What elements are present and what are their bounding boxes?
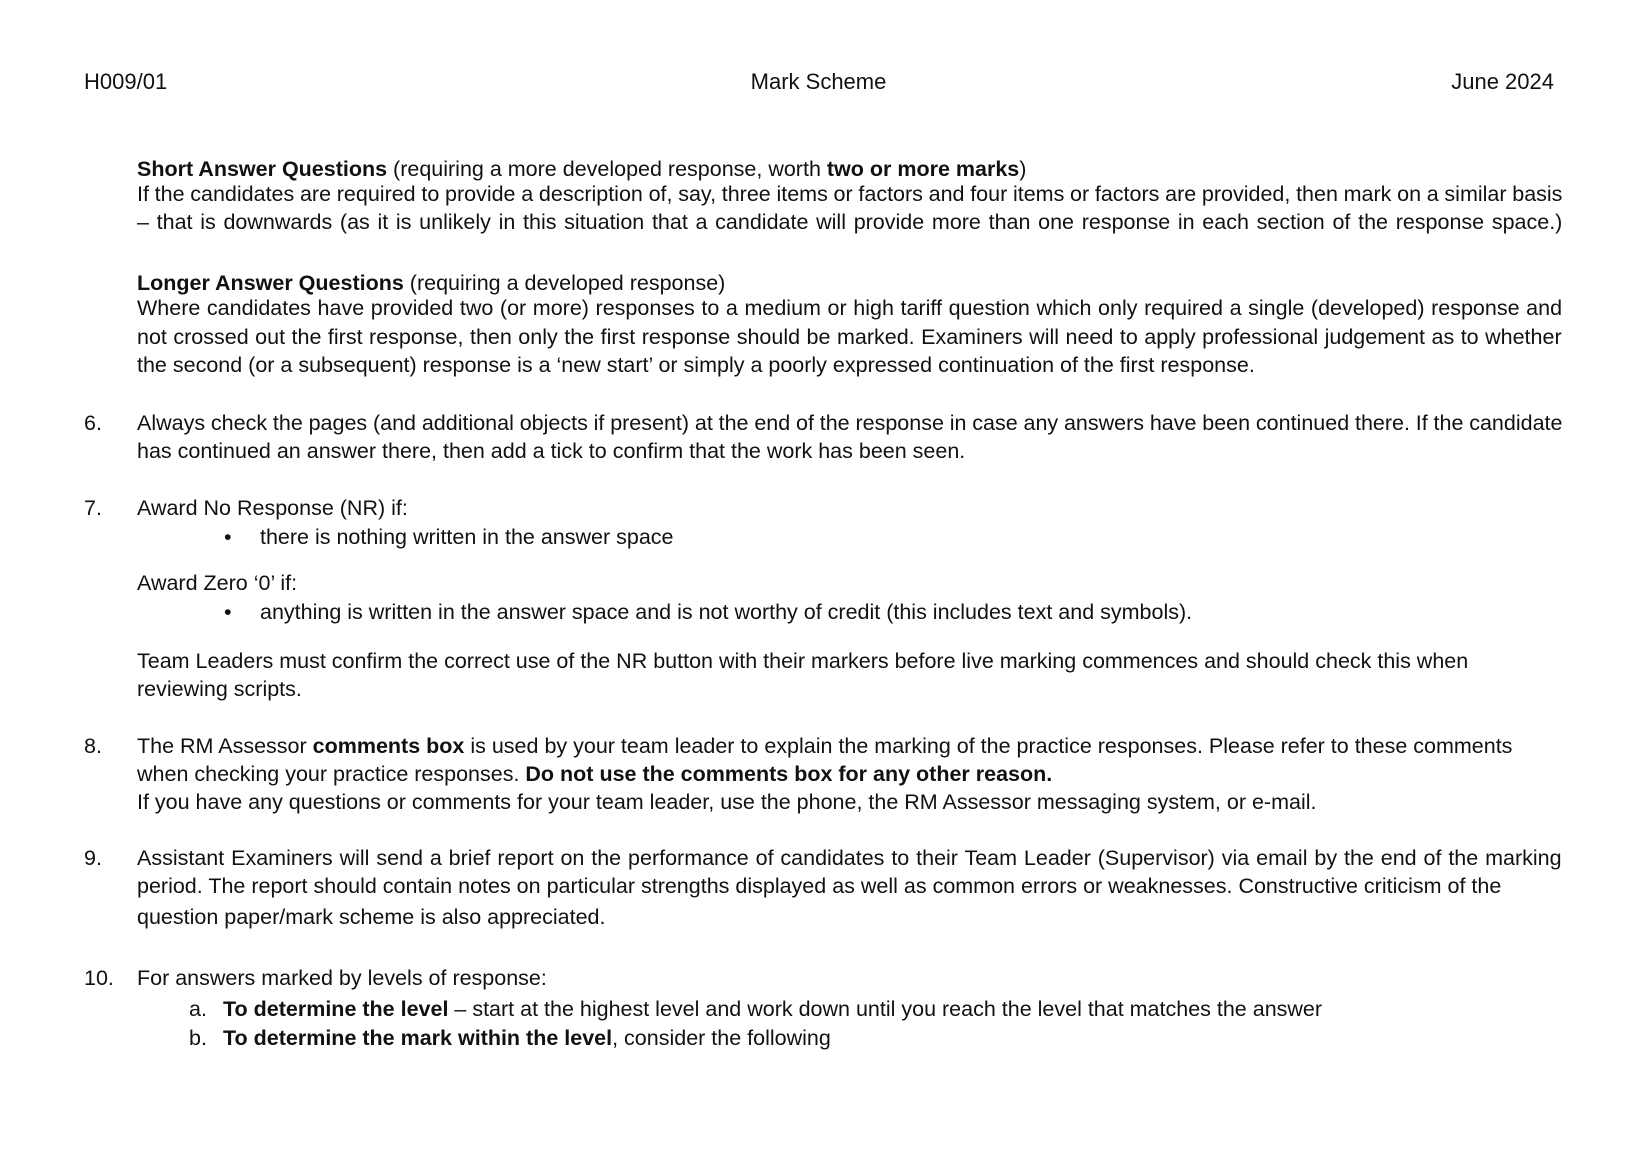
bold-text: Short Answer Questions <box>137 157 388 181</box>
text: a. <box>189 997 207 1021</box>
text-line-p6-l2 <box>137 437 965 465</box>
text: • <box>224 525 232 549</box>
text: question paper/mark scheme is also appreciated. <box>137 905 606 929</box>
text: Team Leaders must confirm the correct use of the NR button with their markers before live marking commences and should check this when <box>137 649 1469 673</box>
text: period. The report should contain notes on particular strengths displayed as well as common errors or weaknesses. Constructive criticism of the <box>137 874 1502 898</box>
text-line-p10-b <box>223 1024 831 1052</box>
text: 7. <box>84 496 102 520</box>
text: (requiring a developed response) <box>403 271 726 295</box>
text: If the candidates are required to provide a description of, say, three items or factors and four items or factors are provided, then mark on a similar basis <box>137 182 1563 206</box>
text-line-p8-l3 <box>137 788 1316 816</box>
text-line-num-7 <box>84 494 102 522</box>
bold-text: Do not use the comments box for any other reason. <box>525 762 1053 786</box>
header-date: June 2024 <box>1451 69 1554 94</box>
text-line-p10-a-mark <box>189 995 207 1023</box>
text: Where candidates have provided two (or more) responses to a medium or high tariff question which only required a single (developed) response and <box>137 296 1563 320</box>
text-line-p9-l3 <box>137 903 605 931</box>
text: Award Zero ‘0’ if: <box>137 571 298 595</box>
text: – that is downwards (as it is unlikely in this situation that a candidate will provide more than one response in each section of the response space.) <box>137 210 1563 234</box>
text: b. <box>189 1026 207 1050</box>
text-line-p7-l1 <box>137 494 408 522</box>
text: , consider the following <box>612 1026 831 1050</box>
text-line-short-l1 <box>137 180 1562 208</box>
text: 6. <box>84 411 102 435</box>
text: Always check the pages (and additional objects if present) at the end of the response in case any answers have been continued there. If the candidate <box>137 411 1563 435</box>
text: If you have any questions or comments for your team leader, use the phone, the RM Assessor messaging system, or e-mail. <box>137 790 1317 814</box>
text: is used by your team leader to explain the marking of the practice responses. Please refer to these comments <box>464 734 1513 758</box>
text-line-num-6 <box>84 409 102 437</box>
header-title: Mark Scheme <box>750 69 887 94</box>
text: when checking your practice responses. <box>137 762 526 786</box>
text: Assistant Examiners will send a brief report on the performance of candidates to their Team Leader (Supervisor) via email by the end of the marking <box>137 846 1562 870</box>
text: there is nothing written in the answer space <box>260 525 674 549</box>
text: not crossed out the first response, then only the first response should be marked. Examiners will need to apply professional judgement as to whether <box>137 325 1562 349</box>
text-line-p7-bullet2-mark <box>224 598 232 626</box>
text-line-num-8 <box>84 732 102 760</box>
bold-text: Longer Answer Questions <box>137 271 404 295</box>
bold-text: two or more marks <box>826 157 1020 181</box>
text-line-p8-l2 <box>137 760 1052 788</box>
text: Award No Response (NR) if: <box>137 496 408 520</box>
text-line-p7-team-l2 <box>137 675 302 703</box>
text-line-longer-title <box>137 269 725 297</box>
text: 8. <box>84 734 102 758</box>
text-line-p9-l2 <box>137 872 1501 900</box>
text: The RM Assessor <box>137 734 313 758</box>
text-line-p6-l1 <box>137 409 1562 437</box>
text: 10. <box>84 966 114 990</box>
text-line-p9-l1 <box>137 844 1562 872</box>
text: (requiring a more developed response, worth <box>387 157 827 181</box>
text-line-p7-team-l1 <box>137 647 1468 675</box>
text: has continued an answer there, then add a tick to confirm that the work has been seen. <box>137 439 966 463</box>
text: ) <box>1019 157 1027 181</box>
text-line-p10-b-mark <box>189 1024 207 1052</box>
text-line-p7-zero <box>137 569 297 597</box>
text: 9. <box>84 846 102 870</box>
text: the second (or a subsequent) response is a ‘new start’ or simply a poorly expressed continuation of the first response. <box>137 353 1255 377</box>
text: – start at the highest level and work down until you reach the level that matches the answer <box>448 997 1323 1021</box>
bold-text: comments box <box>312 734 465 758</box>
bold-text: To determine the level <box>223 997 449 1021</box>
text: anything is written in the answer space and is not worthy of credit (this includes text and symbols). <box>260 600 1193 624</box>
text-line-longer-l2 <box>137 323 1562 351</box>
header-paper-code: H009/01 <box>84 69 168 94</box>
text: For answers marked by levels of response: <box>137 966 547 990</box>
text-line-p7-bullet1-mark <box>224 523 232 551</box>
text-line-num-10 <box>84 964 114 992</box>
bold-text: To determine the mark within the level <box>223 1026 613 1050</box>
text: reviewing scripts. <box>137 677 302 701</box>
text-line-longer-l1 <box>137 294 1562 322</box>
text-line-p10-l1 <box>137 964 547 992</box>
text-line-p8-l1 <box>137 732 1512 760</box>
text-line-short-title <box>137 155 1026 183</box>
text-line-p7-bullet1 <box>260 523 674 551</box>
text: • <box>224 600 232 624</box>
text-line-num-9 <box>84 844 102 872</box>
text-line-p10-a <box>223 995 1322 1023</box>
text-line-p7-bullet2 <box>260 598 1192 626</box>
text-line-longer-l3 <box>137 351 1255 379</box>
text-line-short-l2 <box>137 208 1562 236</box>
